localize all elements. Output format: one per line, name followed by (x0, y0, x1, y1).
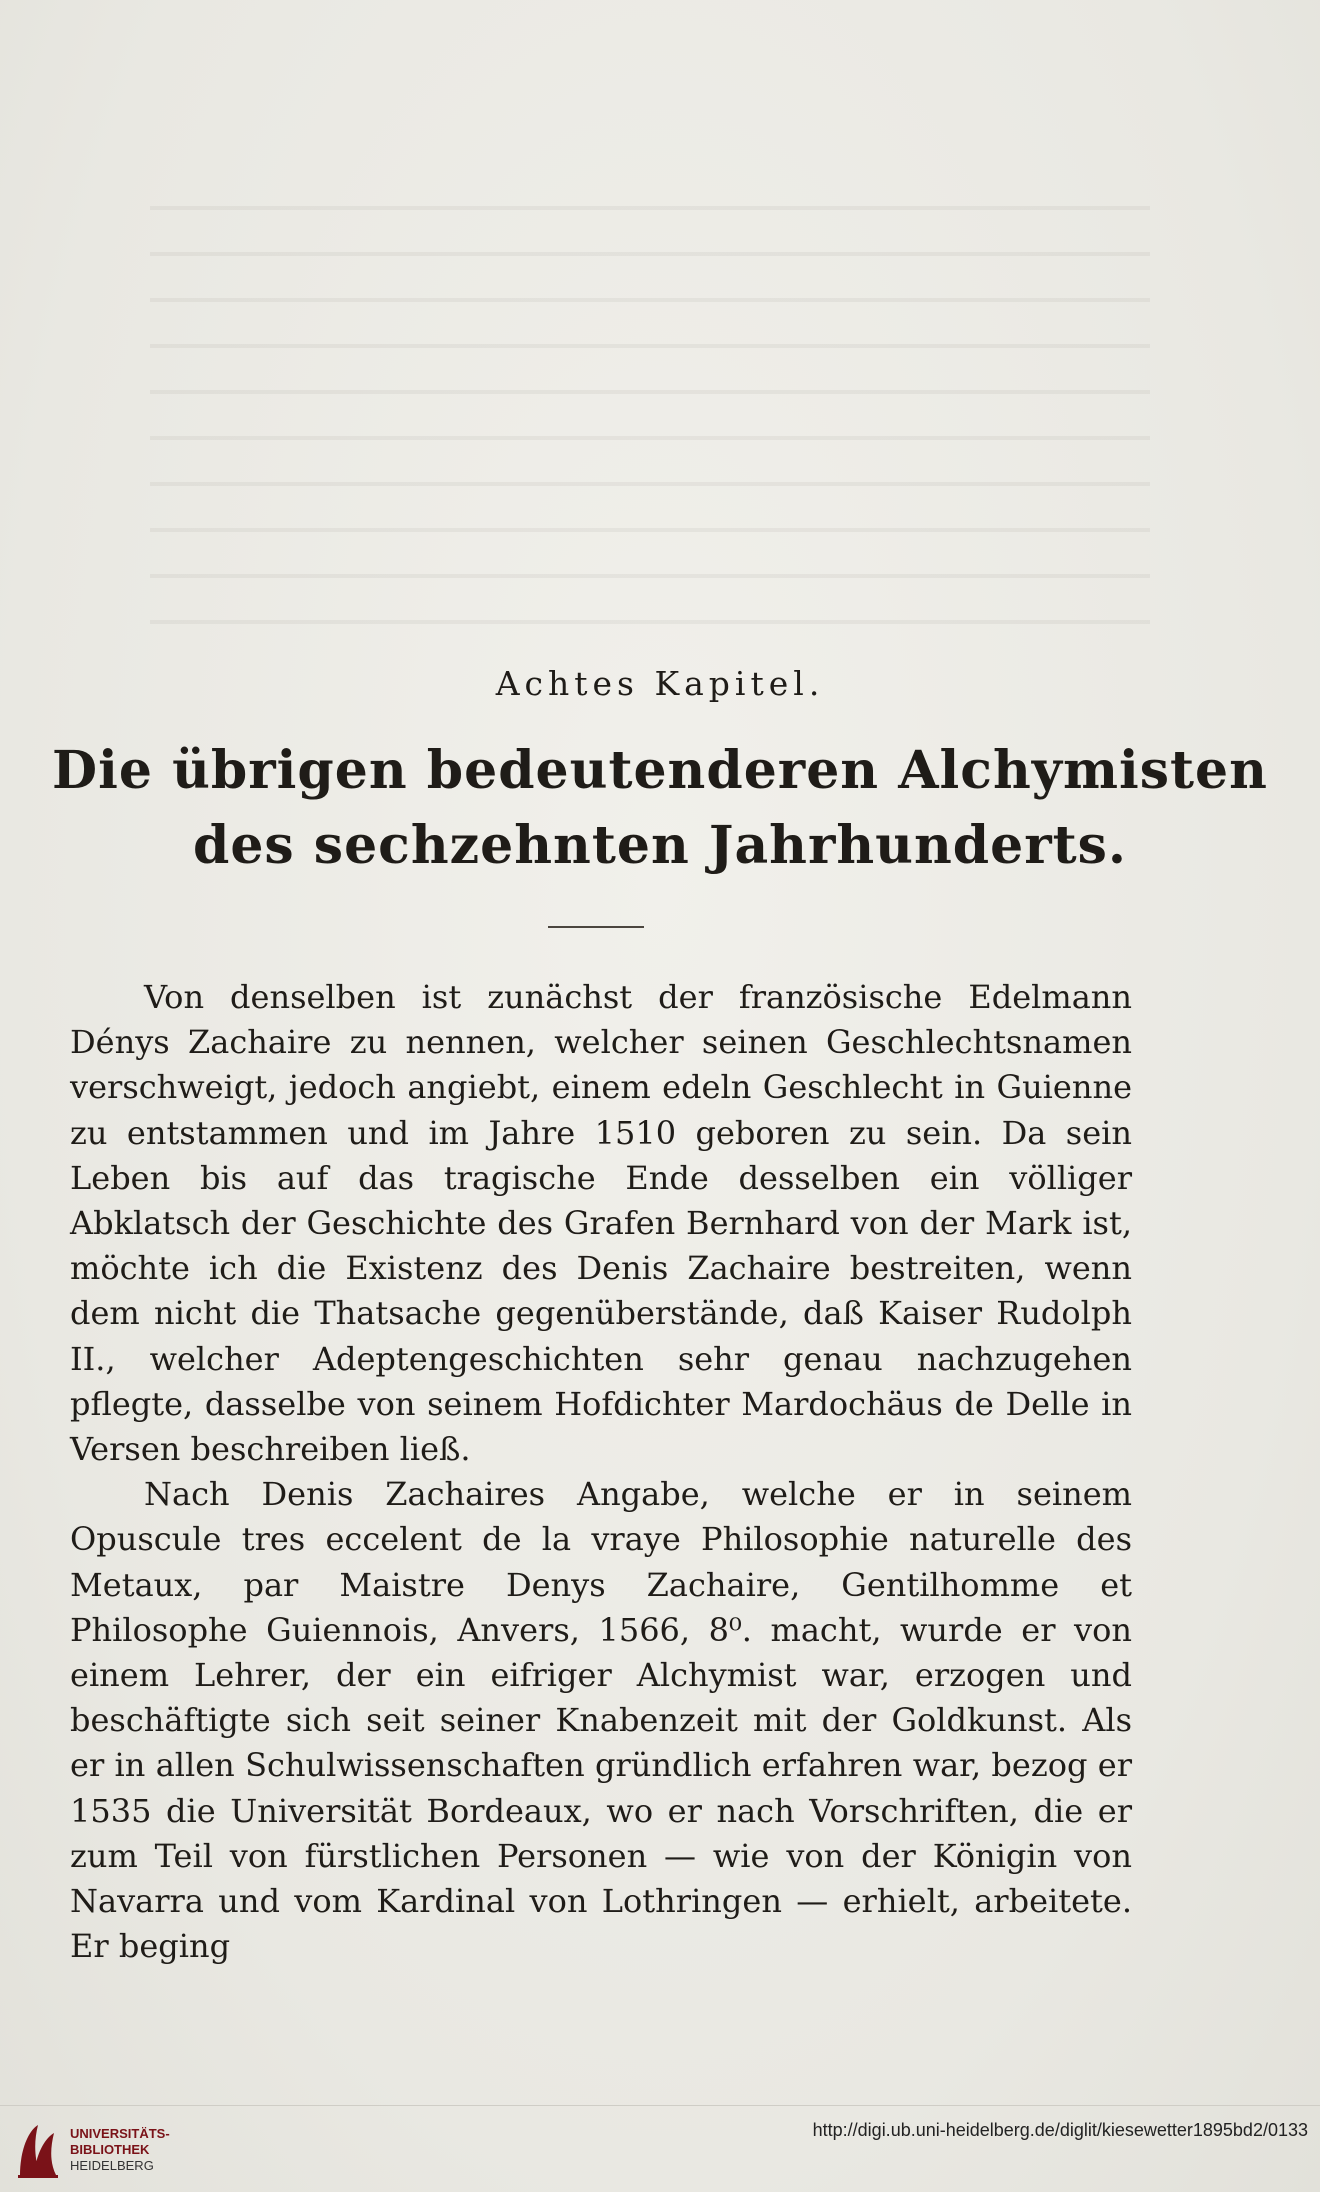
footer-divider (0, 2105, 1320, 2106)
chapter-title-line-2: des sechzehnten Jahrhunderts. (192, 815, 1128, 876)
library-name (70, 2126, 170, 2174)
library-logo[interactable] (14, 2118, 174, 2182)
chapter-label: Achtes Kapitel. (495, 664, 825, 703)
library-name-line-2: BIBLIOTHEK (70, 2142, 150, 2157)
chapter-title-line-1: Die übrigen bedeutenderen Alchymisten (52, 740, 1268, 801)
paragraph-2: Nach Denis Zachaires Angabe, welche er in seinem Opuscule tres eccelent de la vraye Philosophie naturelle des Metaux, par Maistre Denys Zachaire, Gentilhomme et Philosophe Guiennois, Anvers, 1566, 8⁰. macht, wurde er von einem Lehrer, der ein eifriger Alchymist war, erzogen und beschäftigte sich seit seiner Knabenzeit mit der Goldkunst. Als er in allen Schulwissenschaften gründlich erfahren war, bezog er 1535 die Universität Bordeaux, wo er nach Vorschriften, die er zum Teil von fürstlichen Personen — wie von der Königin von Navarra und vom Kardinal von Lothringen — erhielt, arbeitete. Er beging (70, 1475, 1132, 1966)
body-text (70, 975, 1132, 1969)
paragraph-1: Von denselben ist zunächst der französische Edelmann Dénys Zachaire zu nennen, welcher seinen Geschlechtsnamen verschweigt, jedoch angiebt, einem edeln Geschlecht in Guienne zu entstammen und im Jahre 1510 geboren zu sein. Da sein Leben bis auf das tragische Ende desselben ein völliger Abklatsch der Geschichte des Grafen Bernhard von der Mark ist, möchte ich die Existenz des Denis Zachaire bestreiten, wenn dem nicht die Thatsache gegenüberstände, daß Kaiser Rudolph II., welcher Adeptengeschichten sehr genau nachzugehen pflegte, dasselbe von seinem Hofdichter Mardochäus de Delle in Versen beschreiben ließ. (70, 978, 1132, 1469)
library-name-line-1: UNIVERSITÄTS- (70, 2126, 170, 2141)
library-name-line-3: HEIDELBERG (70, 2158, 154, 2173)
source-url[interactable]: http://digi.ub.uni-heidelberg.de/diglit/kiesewetter1895bd2/0133 (812, 2120, 1308, 2140)
library-crest-icon (14, 2121, 62, 2179)
bleed-through-shadow (150, 180, 1150, 650)
title-divider (548, 926, 644, 928)
